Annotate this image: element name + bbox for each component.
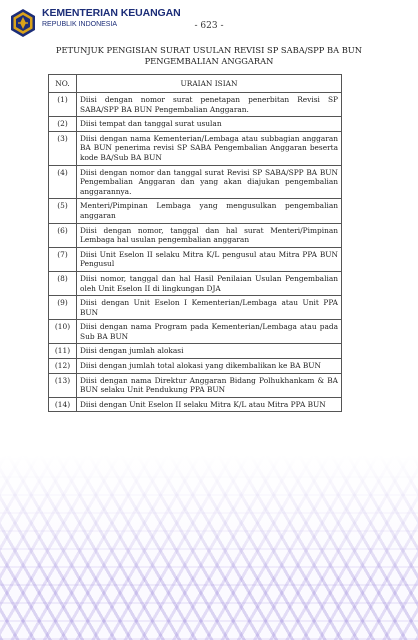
row-description: Diisi Unit Eselon II selaku Mitra K/L pengusul atau Mitra PPA BUN Pengusul	[77, 247, 342, 271]
row-description: Diisi nomor, tanggal dan hal Hasil Penilaian Usulan Pengembalian oleh Unit Eselon II di lingkungan DJA	[77, 271, 342, 295]
row-description: Diisi dengan jumlah total alokasi yang dikembalikan ke BA BUN	[77, 359, 342, 374]
row-description: Diisi dengan nama Direktur Anggaran Bidang Polhukhankam & BA BUN selaku Unit Pendukung PPA BUN	[77, 373, 342, 397]
row-description: Diisi dengan nomor dan tanggal surat Revisi SP SABA/SPP BA BUN Pengembalian Anggaran dan yang akan diajukan pengembalian anggarannya.	[77, 165, 342, 199]
table-row	[49, 397, 342, 412]
row-description: Diisi dengan nama Program pada Kementerian/Lembaga atau pada Sub BA BUN	[77, 320, 342, 344]
table-row	[49, 359, 342, 374]
row-number: (7)	[49, 247, 77, 271]
row-number: (10)	[49, 320, 77, 344]
row-number: (9)	[49, 296, 77, 320]
table-row	[49, 271, 342, 295]
table-row	[49, 247, 342, 271]
row-number: (11)	[49, 344, 77, 359]
instruction-table	[48, 74, 342, 412]
table-row	[49, 117, 342, 132]
row-description: Diisi dengan Unit Eselon II selaku Mitra K/L atau Mitra PPA BUN	[77, 397, 342, 412]
table-row	[49, 373, 342, 397]
document-title-line1: PETUNJUK PENGISIAN SURAT USULAN REVISI SP SABA/SPP BA BUN	[55, 45, 363, 55]
page-number: - 623 -	[194, 21, 224, 31]
document-title	[0, 45, 418, 67]
organization-name-line2: REPUBLIK INDONESIA	[42, 21, 118, 29]
table-row	[49, 165, 342, 199]
row-number: (14)	[49, 397, 77, 412]
row-number: (8)	[49, 271, 77, 295]
row-description: Diisi dengan nomor, tanggal dan hal surat Menteri/Pimpinan Lembaga hal usulan pengembalian anggaran	[77, 223, 342, 247]
row-number: (2)	[49, 117, 77, 132]
row-description: Menteri/Pimpinan Lembaga yang mengusulkan pengembalian anggaran	[77, 199, 342, 223]
row-number: (13)	[49, 373, 77, 397]
column-header-no: NO.	[49, 75, 77, 93]
row-number: (6)	[49, 223, 77, 247]
document-title-line2: PENGEMBALIAN ANGGARAN	[144, 56, 274, 66]
table-header-row	[49, 75, 342, 93]
row-description: Diisi tempat dan tanggal surat usulan	[77, 117, 342, 132]
row-number: (4)	[49, 165, 77, 199]
table-row	[49, 199, 342, 223]
row-description: Diisi dengan nomor surat penetapan penerbitan Revisi SP SABA/SPP BA BUN Pengembalian Anggaran.	[77, 93, 342, 117]
table-row	[49, 223, 342, 247]
decorative-batik-pattern	[0, 455, 418, 640]
row-description: Diisi dengan nama Kementerian/Lembaga atau subbagian anggaran BA BUN penerima revisi SP SABA Pengembalian Anggaran beserta kode BA/Sub BA BUN	[77, 131, 342, 165]
row-number: (12)	[49, 359, 77, 374]
row-number: (5)	[49, 199, 77, 223]
table-row	[49, 131, 342, 165]
row-number: (3)	[49, 131, 77, 165]
table-row	[49, 344, 342, 359]
organization-name-line1: KEMENTERIAN KEUANGAN	[42, 7, 181, 19]
table-row	[49, 93, 342, 117]
row-description: Diisi dengan Unit Eselon I Kementerian/Lembaga atau Unit PPA BUN	[77, 296, 342, 320]
table-row	[49, 320, 342, 344]
column-header-description: URAIAN ISIAN	[77, 75, 342, 93]
row-description: Diisi dengan jumlah alokasi	[77, 344, 342, 359]
table-row	[49, 296, 342, 320]
row-number: (1)	[49, 93, 77, 117]
